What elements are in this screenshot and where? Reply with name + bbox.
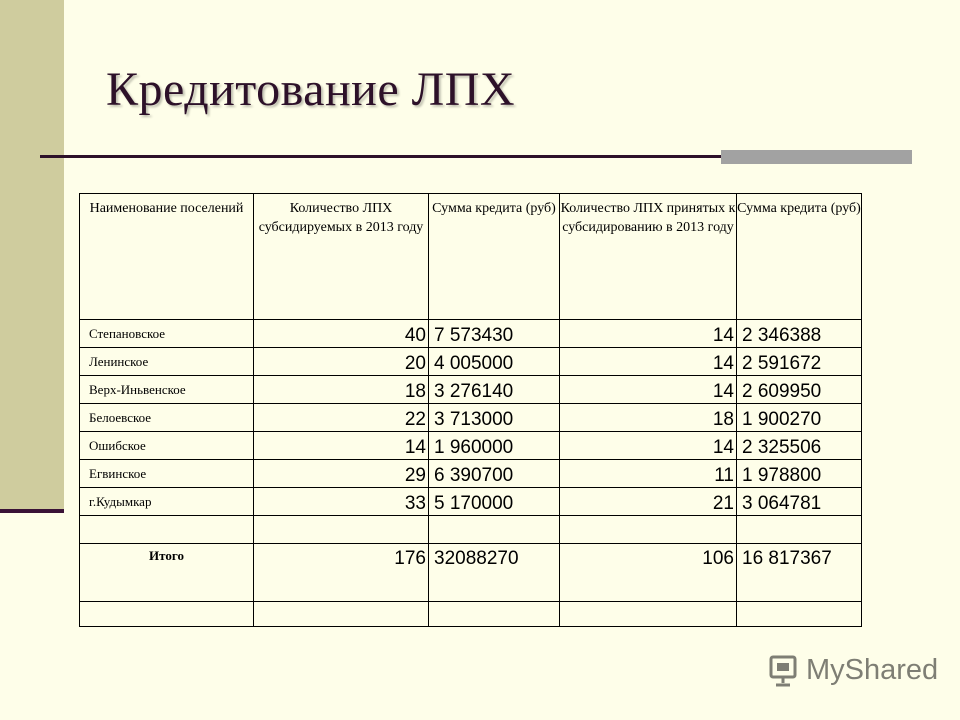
settlement-name: Ошибское [80,432,254,460]
watermark [768,654,938,687]
count-2013: 40 [254,320,429,348]
settlement-name: Белоевское [80,404,254,432]
accepted-count: 11 [560,460,737,488]
table-empty-row [80,516,862,544]
settlement-name: г.Кудымкар [80,488,254,516]
credit-sum: 3 713000 [429,404,560,432]
header-count-2013: Количество ЛПХ субсидируемых в 2013 году [254,194,429,320]
credit-sum: 7 573430 [429,320,560,348]
side-decor-underline [0,509,64,513]
header-accepted-credit-sum: Сумма кредита (руб) [737,194,862,320]
header-settlement: Наименование поселений [80,194,254,320]
credit-sum: 3 276140 [429,376,560,404]
credit-sum: 4 005000 [429,348,560,376]
total-accepted-count: 106 [560,544,737,602]
accepted-credit-sum: 3 064781 [737,488,862,516]
settlement-name: Верх-Иньвенское [80,376,254,404]
table-total-row [80,544,862,602]
count-2013: 18 [254,376,429,404]
projector-screen-icon [768,655,798,687]
accepted-credit-sum: 2 346388 [737,320,862,348]
table-header-row [80,194,862,320]
table-empty-row [80,602,862,627]
accepted-count: 18 [560,404,737,432]
count-2013: 22 [254,404,429,432]
accepted-credit-sum: 1 978800 [737,460,862,488]
table-row [80,432,862,460]
accepted-credit-sum: 2 609950 [737,376,862,404]
side-decor-bar [0,0,64,512]
table-row [80,488,862,516]
count-2013: 29 [254,460,429,488]
total-count-2013: 176 [254,544,429,602]
table-row [80,320,862,348]
header-accepted-count: Количество ЛПХ принятых к субсидированию в 2013 году [560,194,737,320]
header-credit-sum: Сумма кредита (руб) [429,194,560,320]
table-row [80,348,862,376]
total-label: Итого [80,544,254,602]
accepted-count: 21 [560,488,737,516]
table-row [80,404,862,432]
count-2013: 20 [254,348,429,376]
slide-title: Кредитование ЛПХ [106,63,516,116]
credit-sum: 5 170000 [429,488,560,516]
total-credit-sum: 32088270 [429,544,560,602]
count-2013: 33 [254,488,429,516]
accepted-credit-sum: 2 325506 [737,432,862,460]
credit-sum: 1 960000 [429,432,560,460]
watermark-text: MyShared [806,654,939,686]
accepted-credit-sum: 2 591672 [737,348,862,376]
settlement-name: Степановское [80,320,254,348]
table-row [80,376,862,404]
table-row [80,460,862,488]
title-rule-accent [721,150,912,164]
accepted-count: 14 [560,320,737,348]
accepted-count: 14 [560,432,737,460]
accepted-count: 14 [560,348,737,376]
total-accepted-credit-sum: 16 817367 [737,544,862,602]
count-2013: 14 [254,432,429,460]
credit-table [79,193,862,627]
accepted-credit-sum: 1 900270 [737,404,862,432]
settlement-name: Егвинское [80,460,254,488]
settlement-name: Ленинское [80,348,254,376]
accepted-count: 14 [560,376,737,404]
credit-sum: 6 390700 [429,460,560,488]
